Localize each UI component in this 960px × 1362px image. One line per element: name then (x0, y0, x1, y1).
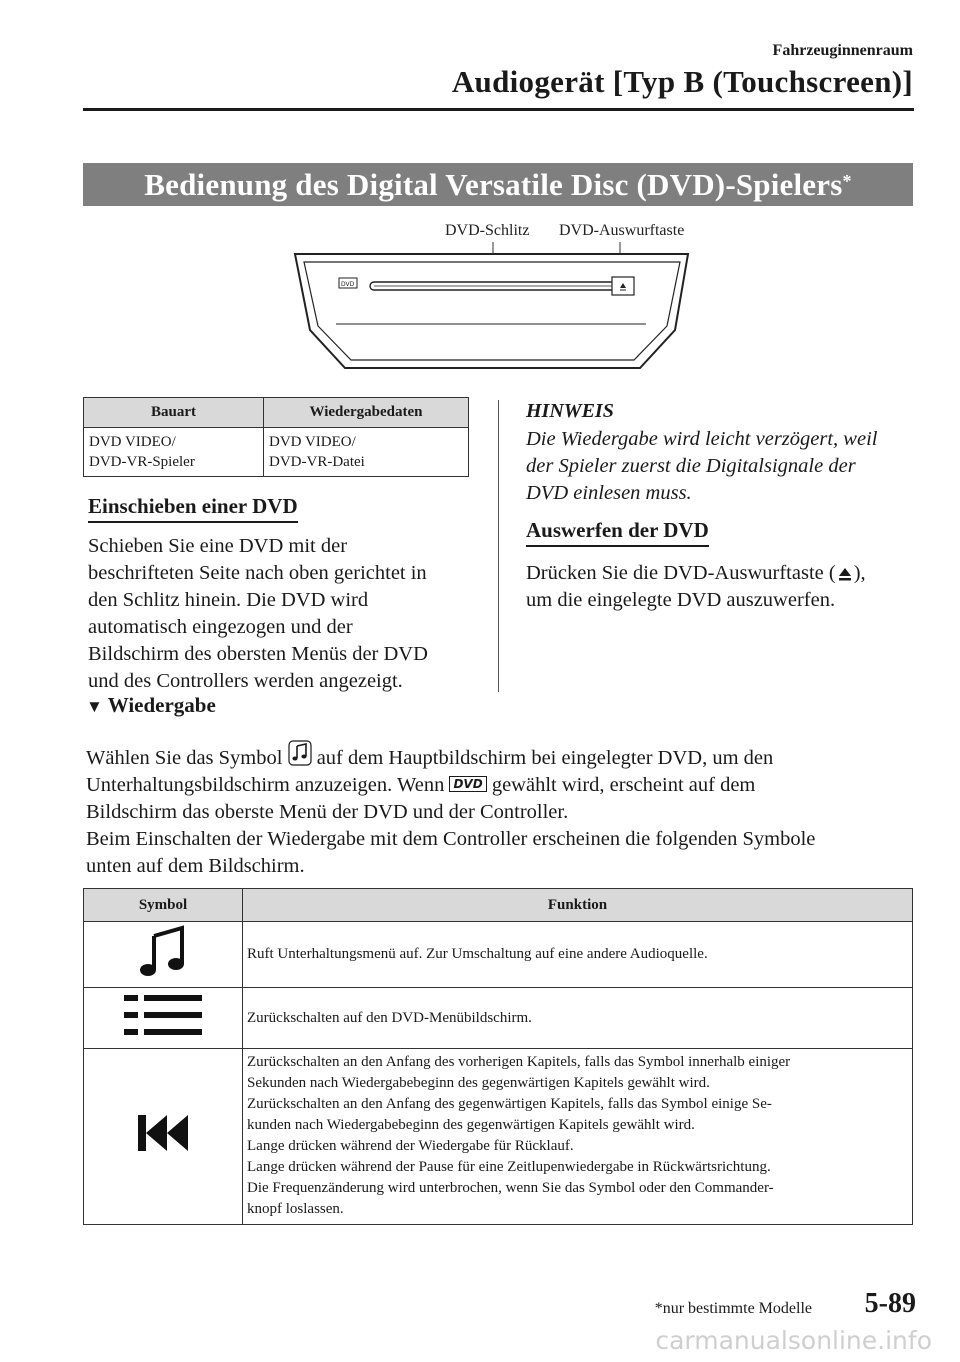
symbol-cell (84, 922, 243, 988)
note-line: Die Wiedergabe wird leicht verzögert, weil (526, 428, 878, 450)
eject-line-2: um die eingelegte DVD auszuwerfen. (526, 589, 836, 611)
spec-cell-data (264, 428, 469, 477)
function-line: kunden nach Wiedergabebeginn des gegenwärtigen Kapitels gewählt wird. (247, 1117, 695, 1133)
playback-line (86, 740, 916, 772)
note-title: HINWEIS (526, 400, 614, 422)
spec-data-line: DVD-VR-Datei (269, 454, 365, 470)
section-banner (83, 163, 913, 206)
eject-text: ), (853, 562, 866, 584)
spec-type-line: DVD-VR-Spieler (89, 454, 195, 470)
playback-text: Wählen Sie das Symbol (86, 747, 288, 769)
music-note-icon (138, 924, 188, 978)
spec-table (83, 397, 469, 477)
function-line: knopf loslassen. (247, 1201, 344, 1217)
function-text: Ruft Unterhaltungsmenü auf. Zur Umschaltung auf eine andere Audioquelle. (243, 922, 913, 988)
eject-text: Drücken Sie die DVD-Auswurftaste ( (526, 562, 836, 584)
note-paragraph (526, 426, 926, 507)
eject-paragraph (526, 560, 926, 614)
page-title: Audiogerät [Typ B (Touchscreen)] (451, 64, 913, 99)
page-number: 5-89 (864, 1288, 916, 1319)
playback-line (86, 772, 916, 799)
playback-heading-text: Wiedergabe (107, 693, 216, 717)
symbol-cell (84, 1049, 243, 1225)
note-line: der Spieler zuerst die Digitalsignale der (526, 455, 856, 477)
menu-list-icon (124, 993, 202, 1037)
function-header: Funktion (243, 889, 913, 922)
column-divider (498, 400, 499, 692)
table-row (84, 428, 469, 477)
symbol-cell (84, 988, 243, 1049)
playback-text: auf dem Hauptbildschirm bei eingelegter DVD, um den (311, 747, 774, 769)
insert-heading-wrap (88, 494, 298, 523)
eject-heading-wrap (526, 518, 709, 547)
symbol-header: Symbol (84, 889, 243, 922)
function-line: Zurückschalten an den Anfang des gegenwärtigen Kapitels, falls das Symbol einige Se- (247, 1096, 772, 1112)
spec-header-data: Wiedergabedaten (264, 398, 469, 428)
playback-line: unten auf dem Bildschirm. (86, 855, 305, 877)
table-row (84, 1049, 913, 1225)
figure-label-slot: DVD-Schlitz (445, 222, 530, 239)
insert-paragraph (88, 533, 488, 695)
watermark: carmanualsonline.info (655, 1326, 932, 1355)
insert-heading: Einschieben einer DVD (88, 494, 298, 523)
insert-line: automatisch eingezogen und der (88, 616, 353, 638)
playback-line: Bildschirm das oberste Menü der DVD und der Controller. (86, 801, 569, 823)
spec-cell-type (84, 428, 264, 477)
svg-text:DVD: DVD (341, 281, 355, 288)
symbol-table (83, 888, 913, 1225)
header-rule (83, 108, 914, 111)
eject-icon (836, 566, 854, 582)
spec-header-type: Bauart (84, 398, 264, 428)
insert-line: Bildschirm des obersten Menüs der DVD (88, 643, 428, 665)
function-line: Zurückschalten an den Anfang des vorherigen Kapitels, falls das Symbol innerhalb einiger (247, 1054, 791, 1070)
insert-line: und des Controllers werden angezeigt. (88, 670, 403, 692)
optional-equipment-asterisk: * (842, 171, 852, 191)
triangle-marker-icon: ▼ (86, 697, 103, 716)
dvd-unit-illustration (290, 240, 695, 370)
footnote: *nur bestimmte Modelle (654, 1300, 812, 1317)
section-title: Bedienung des Digital Versatile Disc (DVD)-Spielers (144, 166, 843, 202)
dvd-source-icon: DVD (449, 776, 486, 792)
spec-data-line: DVD VIDEO/ (269, 434, 356, 450)
figure-label-eject: DVD-Auswurftaste (559, 222, 685, 239)
function-line: Die Frequenzänderung wird unterbrochen, wenn Sie das Symbol oder den Commander- (247, 1180, 774, 1196)
music-note-icon (288, 740, 312, 766)
playback-text: gewählt wird, erscheint auf dem (486, 774, 756, 796)
skip-back-icon (138, 1115, 188, 1151)
eject-heading: Auswerfen der DVD (526, 518, 709, 547)
table-row (84, 922, 913, 988)
function-line: Lange drücken während der Wiedergabe für Rücklauf. (247, 1138, 574, 1154)
eject-line-1 (526, 560, 926, 587)
insert-line: Schieben Sie eine DVD mit der (88, 535, 348, 557)
function-line: Lange drücken während der Pause für eine Zeitlupenwiedergabe in Rückwärtsrichtung. (247, 1159, 771, 1175)
playback-line: Beim Einschalten der Wiedergabe mit dem Controller erscheinen die folgenden Symbole (86, 828, 816, 850)
header-section-label: Fahrzeuginnenraum (772, 42, 913, 59)
function-line: Sekunden nach Wiedergabebeginn des gegenwärtigen Kapitels gewählt wird. (247, 1075, 710, 1091)
table-row (84, 988, 913, 1049)
playback-paragraph (86, 740, 916, 880)
insert-line: beschrifteten Seite nach oben gerichtet in (88, 562, 427, 584)
function-text (243, 1049, 913, 1225)
insert-line: den Schlitz hinein. Die DVD wird (88, 589, 369, 611)
playback-text: Unterhaltungsbildschirm anzuzeigen. Wenn (86, 774, 450, 796)
note-line: DVD einlesen muss. (526, 482, 692, 504)
function-text: Zurückschalten auf den DVD-Menübildschirm. (243, 988, 913, 1049)
spec-type-line: DVD VIDEO/ (89, 434, 176, 450)
playback-heading (86, 693, 216, 718)
